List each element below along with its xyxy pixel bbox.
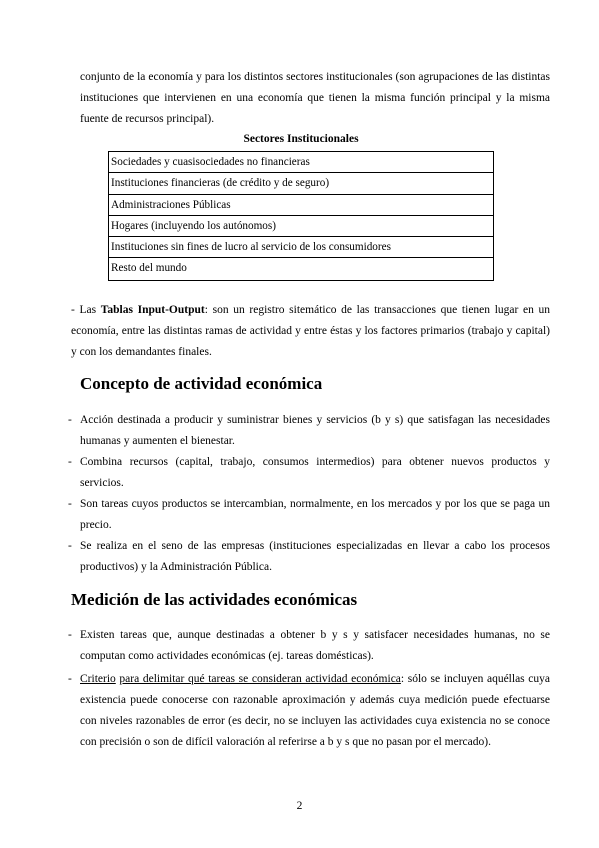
criterio-underlined: Criterio bbox=[80, 673, 116, 685]
section-heading-concepto: Concepto de actividad económica bbox=[80, 374, 323, 393]
bullet-marker: - bbox=[68, 629, 72, 641]
sectors-table-row: Sociedades y cuasisociedades no financieras bbox=[109, 152, 493, 173]
medicion-bullet-list bbox=[68, 625, 550, 753]
list-item bbox=[68, 494, 550, 536]
bullet-text: Combina recursos (capital, trabajo, consumos intermedios) para obtener nuevos productos y servicios. bbox=[80, 456, 550, 489]
tablas-io-paragraph bbox=[71, 300, 550, 363]
sectors-table-row: Resto del mundo bbox=[111, 262, 187, 275]
sectors-table-row: Administraciones Públicas bbox=[109, 195, 493, 216]
sectors-table-row: Hogares (incluyendo los autónomos) bbox=[109, 216, 493, 237]
sectors-table-row: Instituciones financieras (de crédito y de seguro) bbox=[109, 173, 493, 194]
bullet-marker: - bbox=[68, 540, 72, 552]
list-item bbox=[68, 625, 550, 667]
concepto-bullet-list bbox=[68, 410, 550, 578]
tablas-io-prefix: - Las bbox=[71, 304, 101, 316]
bullet-marker: - bbox=[68, 456, 72, 468]
list-item bbox=[68, 669, 550, 753]
section-heading-medicion: Medición de las actividades económicas bbox=[71, 590, 358, 609]
intro-paragraph: conjunto de la economía y para los distintos sectores institucionales (son agrupaciones de las distintas instituciones que intervienen en una economía que tienen la misma función principal y la misma fuente de recursos principal). bbox=[80, 71, 550, 125]
bullet-marker: - bbox=[68, 673, 72, 685]
bullet-text: Se realiza en el seno de las empresas (instituciones especializadas en llevar a cabo los procesos productivos) y la Administración Pública. bbox=[80, 540, 550, 573]
sectors-table-row: Instituciones sin fines de lucro al servicio de los consumidores bbox=[109, 237, 493, 258]
criterio-phrase-underlined: para delimitar qué tareas se consideran actividad económica bbox=[119, 673, 401, 685]
bullet-text: Existen tareas que, aunque destinadas a obtener b y s y satisfacer necesidades humanas, no se computan como actividades económicas (ej. tareas domésticas). bbox=[80, 629, 550, 662]
page-number: 2 bbox=[296, 800, 303, 812]
list-item bbox=[68, 536, 550, 578]
tablas-io-text: : son un registro sitemático de las transacciones que tienen lugar en un economía, entre las distintas ramas de actividad y entre éstas y los factores primarios (trabajo y capital) y con los demandantes finales. bbox=[71, 304, 551, 358]
sectors-table bbox=[108, 151, 494, 281]
bullet-marker: - bbox=[68, 498, 72, 510]
criterio-text: : sólo se incluyen aquéllas cuya existencia puede conocerse con razonable aproximación y además cuya medición puede efectuarse con niveles razonables de error (es decir, no se incluyen las actividades cuya existencia no se conoce con precisión o son de difícil valoración al referirse a b y s que no pasan por el mercado). bbox=[80, 673, 550, 748]
tablas-io-term: Tablas Input-Output bbox=[100, 304, 205, 316]
sectors-table-title: Sectores Institucionales bbox=[243, 133, 359, 145]
bullet-marker: - bbox=[68, 414, 72, 426]
bullet-text: Son tareas cuyos productos se intercambian, normalmente, en los mercados y por los que se paga un precio. bbox=[80, 498, 550, 531]
list-item bbox=[68, 410, 550, 452]
list-item bbox=[68, 452, 550, 494]
bullet-text: Acción destinada a producir y suministrar bienes y servicios (b y s) que satisfagan las necesidades humanas y aumenten el bienestar. bbox=[80, 414, 550, 447]
